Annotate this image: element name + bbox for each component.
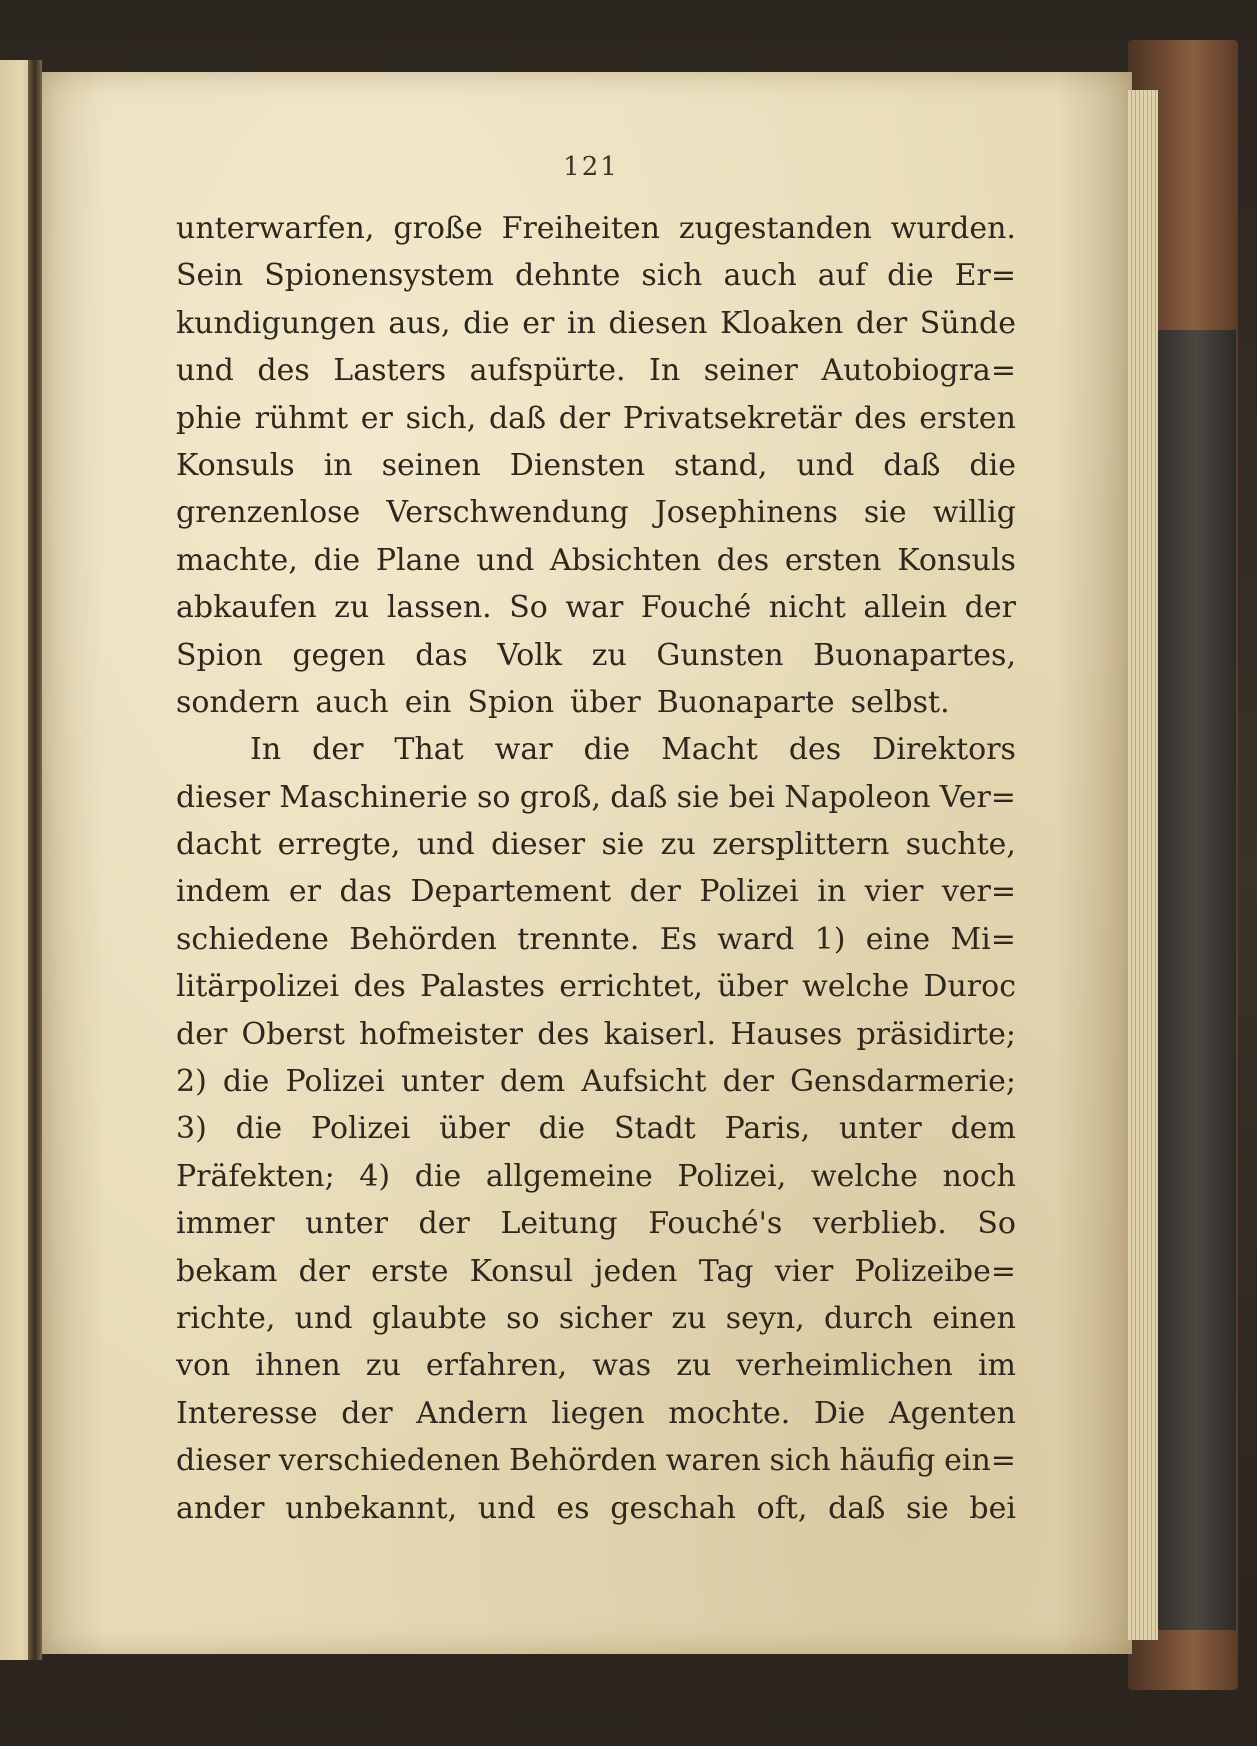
text-word: dem — [950, 1111, 1016, 1147]
text-word: zu — [591, 637, 627, 673]
text-word: erfahren, — [425, 1348, 568, 1384]
text-line — [176, 1011, 1016, 1058]
text-word: Duroc — [923, 969, 1016, 1005]
text-word: zersplittern — [712, 827, 890, 863]
text-word: waren — [665, 1443, 761, 1479]
text-word: daß — [610, 779, 668, 815]
text-word: häufig — [839, 1443, 936, 1479]
text-word: 4) — [359, 1158, 391, 1194]
text-word: er — [288, 874, 321, 910]
text-word: Leitung — [500, 1206, 618, 1242]
text-word: vier — [774, 1253, 834, 1289]
text-word: oft, — [756, 1490, 808, 1526]
text-word: trennte. — [517, 921, 640, 957]
text-line — [176, 252, 1016, 299]
text-word: Behörden — [349, 921, 497, 957]
text-word: Interesse — [176, 1395, 318, 1431]
text-word: von — [176, 1348, 231, 1384]
text-word: That — [394, 732, 464, 768]
text-word: und — [176, 353, 234, 389]
text-word: war — [565, 590, 624, 626]
text-word: allein — [863, 590, 948, 626]
text-word: es — [556, 1490, 590, 1526]
text-word: Fouché's — [648, 1206, 783, 1242]
text-word: unter — [400, 1064, 484, 1100]
text-word: Spion — [176, 637, 263, 673]
text-word: über — [439, 1111, 510, 1147]
text-word: zu — [671, 1300, 707, 1336]
text-word: sicher — [558, 1300, 653, 1336]
text-word: auf — [817, 258, 867, 294]
text-word: einen — [932, 1300, 1016, 1336]
text-word: erste — [371, 1253, 449, 1289]
text-word: des — [788, 732, 842, 768]
text-word: Macht — [661, 732, 758, 768]
text-word: auch — [315, 684, 389, 720]
text-word: so — [506, 1300, 540, 1336]
text-word: nicht — [768, 590, 846, 626]
text-word: lassen. — [386, 590, 492, 626]
text-word: Diensten — [509, 447, 646, 483]
text-word: Sein — [176, 258, 244, 294]
text-word: Polizei, — [677, 1158, 787, 1194]
text-word: ein= — [944, 1443, 1016, 1479]
text-word: dieser — [491, 827, 586, 863]
text-line — [176, 963, 1016, 1010]
text-word: die — [538, 1111, 586, 1147]
text-word: und — [796, 447, 855, 483]
text-word: dehnte — [514, 258, 621, 294]
text-word: zu — [660, 827, 696, 863]
text-line — [176, 1058, 1016, 1105]
text-line — [176, 1342, 1016, 1389]
text-word: die — [313, 542, 361, 578]
text-line — [176, 489, 1016, 536]
text-word: ward — [717, 921, 795, 957]
text-line — [176, 1295, 1016, 1342]
text-line — [176, 395, 1016, 442]
text-word: der — [418, 1206, 470, 1242]
text-word: abkaufen — [176, 590, 317, 626]
text-word: Fouché — [640, 590, 752, 626]
text-line — [176, 300, 1016, 347]
text-word: vier — [864, 874, 924, 910]
text-word: mochte. — [668, 1395, 791, 1431]
text-word: was — [592, 1348, 652, 1384]
text-line — [176, 632, 1016, 679]
text-word: daß — [883, 447, 941, 483]
text-word: bei — [969, 1490, 1016, 1526]
text-word: aufspürte. — [469, 353, 626, 389]
text-word: Plane — [375, 542, 461, 578]
text-word: phie — [176, 400, 242, 436]
text-word: Direktors — [872, 732, 1016, 768]
text-word: diesen — [608, 305, 708, 341]
text-word: des — [353, 969, 406, 1005]
text-word: ver= — [941, 874, 1016, 910]
text-word: hofmeister — [359, 1016, 523, 1052]
text-word: verheimlichen — [736, 1348, 953, 1384]
text-word: ersten — [919, 400, 1016, 436]
text-word: suchte, — [905, 827, 1016, 863]
text-word: durch — [823, 1300, 913, 1336]
text-line — [176, 584, 1016, 631]
text-line — [176, 1105, 1016, 1152]
text-word: machte, — [176, 542, 298, 578]
text-word: In — [250, 732, 282, 768]
text-word: sich — [641, 258, 703, 294]
text-word: die — [969, 447, 1016, 483]
text-word: der — [176, 1016, 228, 1052]
text-word: Präfekten; — [176, 1158, 335, 1194]
text-word: Paris, — [724, 1111, 811, 1147]
text-word: rühmt — [254, 400, 349, 436]
text-word: Oberst — [241, 1016, 345, 1052]
text-word: bekam — [176, 1253, 278, 1289]
text-word: zu — [365, 1348, 401, 1384]
text-word: sich, — [405, 400, 477, 436]
text-word: So — [977, 1206, 1016, 1242]
text-word: sie — [905, 1490, 949, 1526]
text-word: welche — [802, 969, 910, 1005]
text-word: des — [257, 353, 310, 389]
text-word: Polizeibe= — [854, 1253, 1016, 1289]
text-word: Palastes — [420, 969, 545, 1005]
text-word: 2) — [176, 1064, 207, 1100]
text-word: Lasters — [333, 353, 447, 389]
text-word: der — [558, 400, 611, 436]
text-word: grenzenlose — [176, 495, 361, 531]
text-word: ein — [404, 684, 452, 720]
text-word: Tag — [698, 1253, 754, 1289]
text-word: ihnen — [255, 1348, 341, 1384]
text-line — [176, 821, 1016, 868]
text-word: ander — [176, 1490, 265, 1526]
text-word: Departement — [410, 874, 612, 910]
text-word: im — [977, 1348, 1016, 1384]
page-stack-edges — [1128, 90, 1158, 1640]
text-word: So — [509, 590, 548, 626]
text-word: indem — [176, 874, 271, 910]
text-word: willig — [932, 495, 1016, 531]
text-word: präsidirte; — [856, 1016, 1016, 1052]
text-word: errichtet, — [559, 969, 703, 1005]
text-word: auch — [723, 258, 797, 294]
text-word: Aufsicht — [581, 1064, 707, 1100]
text-word: zugestanden — [678, 211, 872, 246]
text-word: war — [494, 732, 553, 768]
text-word: Spionensystem — [264, 258, 495, 294]
text-line — [176, 868, 1016, 915]
text-word: glaubte — [371, 1300, 487, 1336]
text-word: Polizei — [310, 1111, 411, 1147]
text-word: Konsuls — [897, 542, 1016, 578]
text-word: wurden. — [890, 211, 1016, 246]
text-word: der — [964, 590, 1016, 626]
text-word: kaiserl. — [603, 1016, 717, 1052]
text-word: Spion — [467, 684, 555, 720]
text-word: verblieb. — [812, 1206, 947, 1242]
text-word: Hauses — [730, 1016, 843, 1052]
text-word: Maschinerie — [279, 779, 468, 815]
text-word: der — [629, 874, 681, 910]
text-word: Kloaken — [720, 305, 844, 341]
text-word: die — [414, 1158, 462, 1194]
text-line — [176, 1390, 1016, 1437]
text-word: die — [235, 1111, 283, 1147]
text-word: Buonaparte — [656, 684, 835, 720]
text-line — [176, 205, 1016, 252]
text-word: zu — [334, 590, 370, 626]
text-word: Absichten — [549, 542, 702, 578]
text-word: Sünde — [919, 305, 1016, 341]
text-word: der — [722, 1064, 774, 1100]
text-word: gegen — [292, 637, 386, 673]
text-word: dieser — [176, 1443, 271, 1479]
text-line — [176, 442, 1016, 489]
text-word: die — [887, 258, 934, 294]
text-line — [176, 1153, 1016, 1200]
text-word: Er= — [954, 258, 1016, 294]
text-word: und — [294, 1300, 353, 1336]
text-word: Volk — [497, 637, 563, 673]
text-word: und — [476, 542, 535, 578]
text-word: groß, — [519, 779, 601, 815]
text-word: unterwarfen, — [176, 211, 375, 246]
text-word: Privatsekretär — [622, 400, 842, 436]
book-gutter — [28, 60, 42, 1660]
text-word: Napoleon — [784, 779, 931, 815]
text-word: des — [537, 1016, 590, 1052]
text-line — [176, 1437, 1016, 1484]
text-word: daß — [828, 1490, 886, 1526]
text-word: Konsuls — [176, 447, 295, 483]
text-word: 3) — [176, 1111, 207, 1147]
text-word: ersten — [784, 542, 882, 578]
text-word: Ver= — [939, 779, 1016, 815]
text-word: über — [570, 684, 641, 720]
text-word: er — [522, 305, 555, 341]
text-word: Gunsten — [656, 637, 784, 673]
text-word: und — [416, 827, 475, 863]
text-line — [176, 726, 1016, 773]
text-word: bei — [728, 779, 776, 815]
text-word: dacht — [176, 827, 262, 863]
text-word: des — [854, 400, 907, 436]
text-word: verschiedenen — [278, 1443, 501, 1479]
body-text — [176, 205, 1016, 1532]
text-line — [176, 679, 1016, 726]
text-word: selbst. — [850, 684, 950, 720]
text-line — [176, 774, 1016, 821]
text-word: allgemeine — [485, 1158, 653, 1194]
text-word: litärpolizei — [176, 969, 340, 1005]
text-line — [176, 1248, 1016, 1295]
text-word: eine — [865, 921, 931, 957]
text-line — [176, 1200, 1016, 1247]
text-word: der — [855, 305, 908, 341]
text-word: liegen — [551, 1395, 645, 1431]
text-word: sie — [601, 827, 645, 863]
text-word: aus, — [388, 305, 451, 341]
text-word: kundigungen — [176, 305, 376, 341]
text-word: der — [312, 732, 364, 768]
text-word: Freiheiten — [501, 211, 660, 246]
text-word: In — [649, 353, 681, 389]
text-word: 1) — [814, 921, 846, 957]
text-word: das — [339, 874, 392, 910]
text-word: die — [222, 1064, 270, 1100]
text-word: seyn, — [725, 1300, 805, 1336]
text-word: Josephinens — [654, 495, 838, 531]
text-word: die — [583, 732, 631, 768]
text-word: Behörden — [509, 1443, 657, 1479]
page-number: 121 — [563, 152, 619, 182]
text-word: daß — [488, 400, 547, 436]
text-line — [176, 916, 1016, 963]
text-word: Polizei — [285, 1064, 385, 1100]
text-word: Stadt — [613, 1111, 696, 1147]
text-word: seiner — [703, 353, 798, 389]
text-line — [176, 537, 1016, 584]
text-word: sie — [676, 779, 720, 815]
text-word: dieser — [176, 779, 271, 815]
text-word: unbekannt, — [285, 1490, 458, 1526]
text-word: die — [463, 305, 510, 341]
text-word: geschah — [610, 1490, 736, 1526]
text-word: stand, — [674, 447, 768, 483]
text-word: schiedene — [176, 921, 329, 957]
text-word: so — [477, 779, 511, 815]
text-word: Es — [659, 921, 697, 957]
text-word: der — [341, 1395, 393, 1431]
text-word: sich — [769, 1443, 831, 1479]
text-word: des — [716, 542, 770, 578]
text-line — [176, 1485, 1016, 1532]
text-word: Konsul — [469, 1253, 573, 1289]
text-word: Verschwendung — [386, 495, 629, 531]
text-line — [176, 347, 1016, 394]
text-word: über — [717, 969, 788, 1005]
text-word: Andern — [416, 1395, 528, 1431]
text-word: Mi= — [950, 921, 1016, 957]
text-word: Gensdarmerie; — [790, 1064, 1016, 1100]
text-word: sie — [863, 495, 907, 531]
text-word: Die — [813, 1395, 866, 1431]
text-word: zu — [676, 1348, 712, 1384]
text-word: seinen — [381, 447, 481, 483]
text-word: Buonapartes, — [813, 637, 1016, 673]
text-word: richte, — [176, 1300, 276, 1336]
text-word: Agenten — [888, 1395, 1016, 1431]
text-word: noch — [942, 1158, 1016, 1194]
text-word: in — [817, 874, 847, 910]
text-word: der — [298, 1253, 350, 1289]
text-word: erregte, — [277, 827, 401, 863]
text-word: unter — [305, 1206, 388, 1242]
text-word: in — [323, 447, 353, 483]
text-word: Autobiogra= — [821, 353, 1016, 389]
text-word: welche — [810, 1158, 918, 1194]
text-word: das — [415, 637, 468, 673]
text-word: und — [477, 1490, 536, 1526]
text-word: immer — [176, 1206, 275, 1242]
text-word: in — [566, 305, 596, 341]
text-word: unter — [838, 1111, 922, 1147]
text-word: Polizei — [699, 874, 799, 910]
text-word: große — [393, 211, 483, 246]
text-word: jeden — [594, 1253, 678, 1289]
text-word: sondern — [176, 684, 300, 720]
text-word: dem — [499, 1064, 566, 1100]
book-cover-board — [1156, 330, 1236, 1630]
text-word: er — [360, 400, 393, 436]
